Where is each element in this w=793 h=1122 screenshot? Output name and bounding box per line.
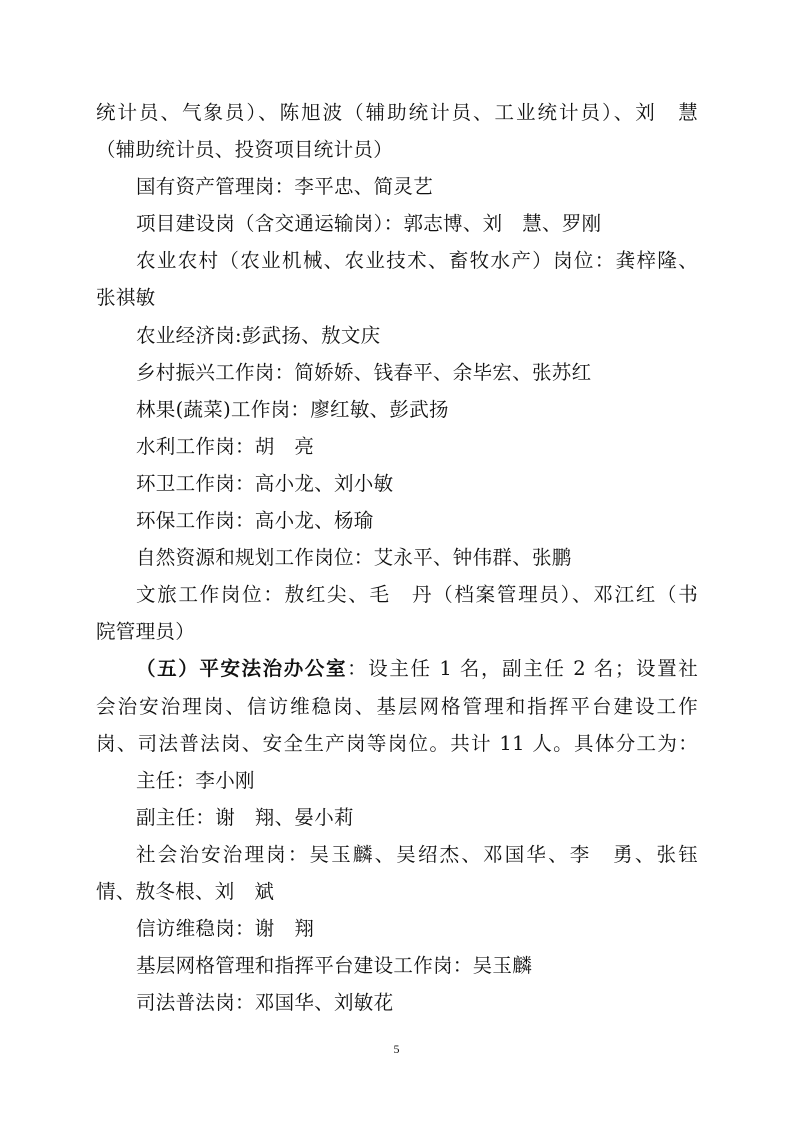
text-line: 统计员、气象员）、陈旭波（辅助统计员、工业统计员）、刘 慧 xyxy=(96,101,698,124)
text-line: 环卫工作岗：高小龙、刘小敏 xyxy=(136,471,394,495)
text-line: （辅助统计员、投资项目统计员） xyxy=(96,138,394,162)
text-line: 信访维稳岗：谢 翔 xyxy=(136,917,315,941)
text-line: 水利工作岗：胡 亮 xyxy=(136,434,315,458)
text-line: 副主任：谢 翔、晏小莉 xyxy=(136,805,354,829)
text-line: 农业经济岗:彭武扬、敖文庆 xyxy=(136,323,381,347)
text-line: 基层网格管理和指挥平台建设工作岗：吴玉麟 xyxy=(136,954,533,978)
text-line: 乡村振兴工作岗：简娇娇、钱春平、余毕宏、张苏红 xyxy=(136,360,592,384)
section-heading-text: ：设主任 1 名，副主任 2 名；设置社 xyxy=(347,657,698,681)
text-line: 主任：李小刚 xyxy=(136,768,255,792)
text-line: 司法普法岗：邓国华、刘敏花 xyxy=(136,991,394,1015)
text-line: 环保工作岗：高小龙、杨瑜 xyxy=(136,509,374,533)
text-line: 自然资源和规划工作岗位：艾永平、钟伟群、张鹏 xyxy=(136,546,572,570)
text-line: 情、敖冬根、刘 斌 xyxy=(96,879,275,903)
document-body xyxy=(96,94,698,1021)
text-line: 林果(蔬菜)工作岗：廖红敏、彭武扬 xyxy=(136,397,449,421)
text-line: 社会治安治理岗：吴玉麟、吴绍杰、邓国华、李 勇、张钰 xyxy=(136,842,698,866)
text-line: 农业农村（农业机械、农业技术、畜牧水产）岗位：龚梓隆、 xyxy=(136,249,698,273)
text-line: 岗、司法普法岗、安全生产岗等岗位。共计 11 人。具体分工为： xyxy=(96,731,698,755)
section-heading-line xyxy=(96,650,698,687)
text-line: 张祺敏 xyxy=(96,286,156,310)
text-line: 会治安治理岗、信访维稳岗、基层网格管理和指挥平台建设工作 xyxy=(96,694,698,718)
text-line: 国有资产管理岗：李平忠、简灵艺 xyxy=(136,175,434,199)
text-line: 文旅工作岗位：敖红尖、毛 丹（档案管理员）、邓江红（书 xyxy=(136,583,698,607)
page-number: 5 xyxy=(393,1042,400,1056)
text-line: 项目建设岗（含交通运输岗）：郭志博、刘 慧、罗刚 xyxy=(136,212,602,236)
text-line: 院管理员） xyxy=(96,620,196,644)
section-heading: （五）平安法治办公室 xyxy=(136,657,348,681)
